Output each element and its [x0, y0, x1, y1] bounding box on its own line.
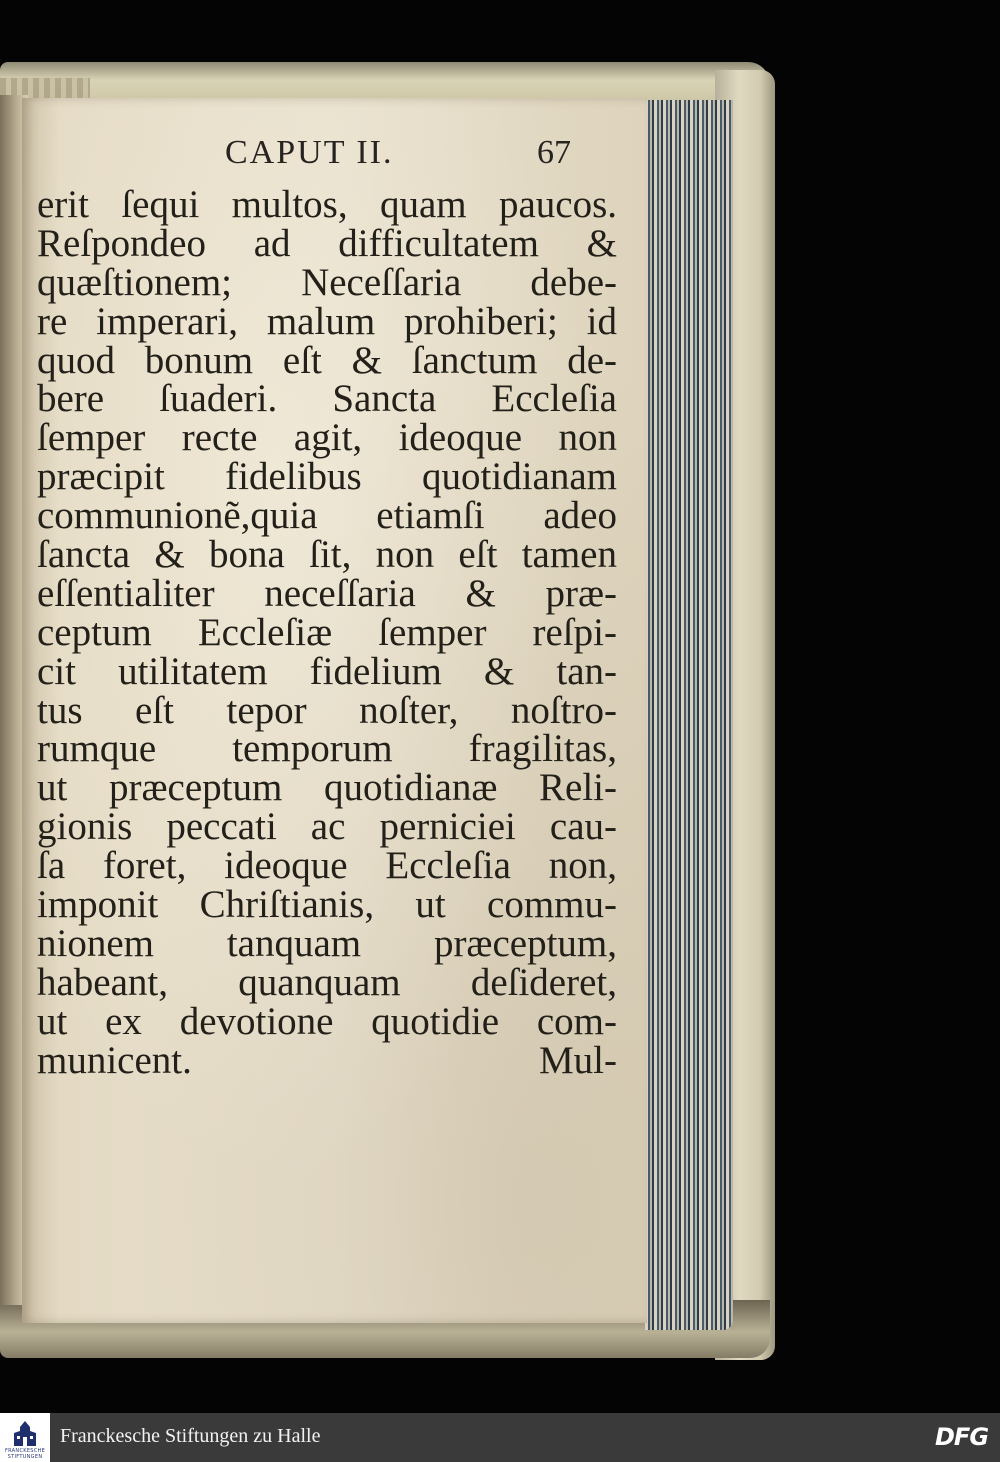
text-line: eſſentialiter neceſſaria & præ-	[37, 571, 617, 615]
catchword: Mul-	[539, 1038, 617, 1082]
text-block	[37, 183, 617, 1082]
last-line-text: municent.	[37, 1038, 192, 1082]
text-line: habeant, quanquam deſideret,	[37, 960, 617, 1004]
text-line: bere ſuaderi. Sancta Eccleſia	[37, 377, 617, 421]
running-head	[22, 134, 647, 174]
text-line: ſemper recte agit, ideoque non	[37, 416, 617, 460]
text-line: gionis peccati ac perniciei cau-	[37, 805, 617, 849]
orphanage-icon	[10, 1419, 40, 1449]
text-line: ut ex devotione quotidie com-	[37, 999, 617, 1043]
text-line: quod bonum eſt & ſanctum de-	[37, 338, 617, 382]
book-page	[22, 98, 647, 1323]
text-line: re imperari, malum prohiberi; id	[37, 299, 617, 343]
text-line: ceptum Eccleſiæ ſemper reſpi-	[37, 610, 617, 654]
last-text-line	[37, 1038, 617, 1082]
footer-bar	[0, 1413, 1000, 1462]
text-line: præcipit fidelibus quotidianam	[37, 455, 617, 499]
text-line: quæſtionem; Neceſſaria debe-	[37, 260, 617, 304]
text-line: communionẽ,quia etiamſi adeo	[37, 494, 617, 538]
text-line: ſa foret, ideoque Eccleſia non,	[37, 844, 617, 888]
running-head-title: CAPUT II.	[225, 134, 394, 171]
text-line: ſancta & bona ſit, non eſt tamen	[37, 533, 617, 577]
text-line: rumque temporum fragilitas,	[37, 727, 617, 771]
institution-logo[interactable]	[0, 1413, 50, 1462]
dfg-logo[interactable]: DFG	[935, 1423, 989, 1451]
page-fore-edge	[645, 100, 733, 1330]
text-line: tus eſt tepor noſter, noſtro-	[37, 688, 617, 732]
text-line: imponit Chriſtianis, ut commu-	[37, 883, 617, 927]
institution-name[interactable]: Franckesche Stiftungen zu Halle	[60, 1425, 321, 1447]
text-line: cit utilitatem fidelium & tan-	[37, 649, 617, 693]
text-line: ut præceptum quotidianæ Reli-	[37, 766, 617, 810]
logo-caption: FRANCKESCHE STIFTUNGEN	[4, 1448, 46, 1460]
page-number: 67	[537, 134, 571, 171]
text-line: Reſpondeo ad difficultatem &	[37, 221, 617, 265]
text-line: nionem tanquam præceptum,	[37, 921, 617, 965]
text-line: erit ſequi multos, quam paucos.	[37, 183, 617, 226]
